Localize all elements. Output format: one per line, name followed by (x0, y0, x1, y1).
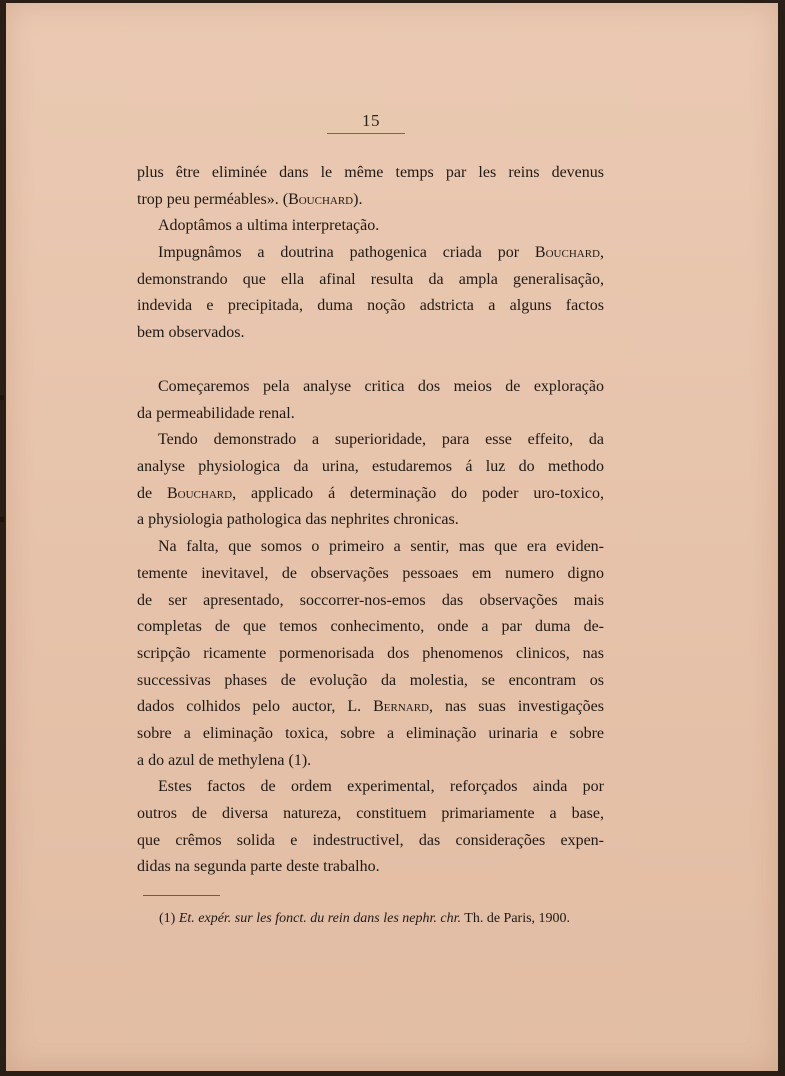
text-line: sobre a eliminação toxica, sobre a eliminação urinaria e sobre (137, 724, 604, 742)
text-line: que crêmos solida e indestructivel, das considerações expen- (137, 831, 604, 849)
page-number: 15 (362, 111, 380, 130)
text-line (137, 187, 604, 214)
text-line: Adoptâmos a ultima interpretação. (158, 217, 380, 235)
author-name: Bouchard (167, 484, 233, 502)
footnote (159, 911, 570, 927)
text-line (137, 481, 604, 508)
footnote-title: Et. expér. sur les fonct. du rein dans les nephr. chr. (178, 911, 462, 926)
author-name: Bouchard (534, 244, 600, 262)
text-line (137, 240, 604, 267)
text-segment: trop peu perméables». ( (137, 190, 289, 208)
book-page (6, 3, 778, 1071)
text-line: temente inevitavel, de observações pessoaes em numero digno (137, 564, 604, 582)
text-line: Na falta, que somos o primeiro a sentir, mas que era eviden- (158, 538, 604, 556)
footnote-rule (143, 895, 220, 896)
text-line: de ser apresentado, soccorrer-nos-emos das observações mais (137, 591, 604, 609)
text-line: successivas phases de evolução da molestia, se encontram os (137, 671, 604, 689)
text-segment: , applicado á determinação do poder uro-toxico, (232, 484, 604, 502)
footnote-source: Th. de Paris, 1900. (464, 911, 571, 926)
footnote-marker: (1) (159, 911, 176, 926)
text-segment: , (600, 244, 604, 262)
text-line: completas de que temos conhecimento, onde a par duma de- (137, 618, 604, 636)
text-line: plus être eliminée dans le même temps par les reins devenus (137, 164, 604, 181)
text-line: analyse physiologica da urina, estudaremos á luz do methodo (137, 458, 604, 476)
author-name: Bouchard (288, 190, 354, 208)
text-line: Tendo demonstrado a superioridade, para esse effeito, da (158, 431, 604, 449)
text-line: indevida e precipitada, duma noção adstricta a alguns factos (137, 297, 604, 315)
binding-mark (0, 517, 4, 522)
text-line: didas na segunda parte deste trabalho. (137, 858, 380, 876)
text-line: outros de diversa natureza, constituem primariamente a base, (137, 805, 604, 822)
text-line (137, 694, 604, 721)
text-segment: , nas suas investigações (429, 698, 605, 716)
binding-mark (0, 395, 4, 400)
text-segment: de (137, 484, 167, 502)
text-line: Começaremos pela analyse critica dos meios de exploração (158, 378, 604, 395)
text-line: demonstrando que ella afinal resulta da ampla generalisação, (137, 270, 604, 288)
header-rule (327, 133, 405, 134)
text-segment: dados colhidos pelo auctor, L. (137, 698, 374, 716)
text-line: a physiologia pathologica das nephrites chronicas. (137, 511, 459, 529)
text-line: bem observados. (137, 324, 245, 342)
text-line: a do azul de methylena (1). (137, 751, 312, 769)
text-line: da permeabilidade renal. (137, 404, 295, 422)
author-name: Bernard (373, 698, 429, 716)
paragraph-block-1 (137, 160, 604, 347)
text-line: Estes factos de ordem experimental, reforçados ainda por (158, 778, 604, 796)
paragraph-block-2 (137, 374, 604, 881)
text-segment: ). (353, 190, 363, 208)
text-line: scripção ricamente pormenorisada dos phenomenos clinicos, nas (137, 644, 604, 662)
text-segment: Impugnâmos a doutrina pathogenica criada por (158, 244, 535, 262)
